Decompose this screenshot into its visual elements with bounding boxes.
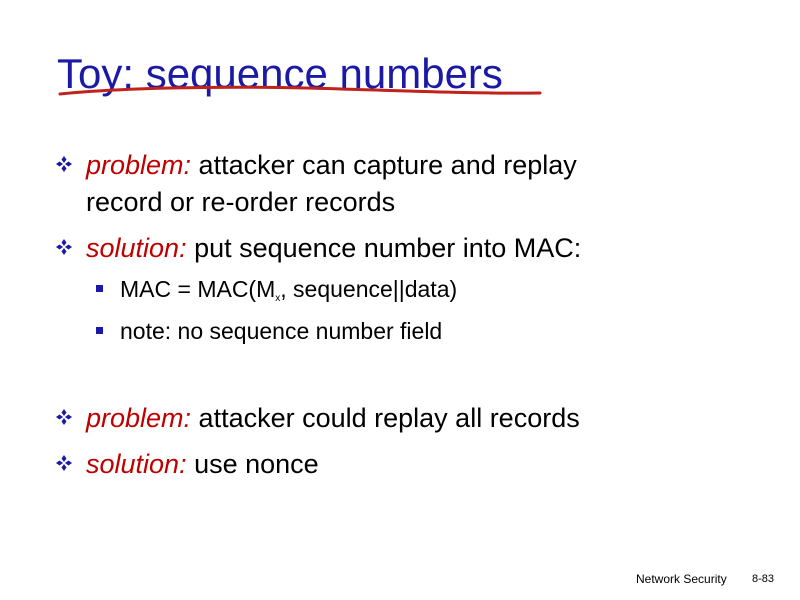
diamond-bullet-icon (56, 409, 72, 425)
bullet-keyword: problem: (86, 403, 192, 433)
footer-label: Network Security (636, 572, 727, 586)
bullet-body: attacker could replay all records (191, 403, 580, 433)
bullet-body: use nonce (186, 449, 319, 479)
sub-bullet-text (120, 274, 457, 314)
page-number: 8-83 (752, 573, 775, 585)
bullet-body: put sequence number into MAC: (186, 233, 582, 263)
formula-subscript: x (275, 293, 281, 304)
bullet-keyword: problem: (86, 150, 192, 180)
bullet-line-2: record or re-order records (86, 187, 396, 217)
slide-title: Toy: sequence numbers (57, 50, 503, 97)
formula-suffix: , sequence||data) (280, 276, 458, 302)
diamond-bullet-icon (56, 156, 72, 172)
bullet-text (86, 230, 581, 267)
bullet-keyword: solution: (86, 233, 187, 263)
bullet-keyword: solution: (86, 449, 187, 479)
formula-prefix: MAC = MAC(M (120, 276, 276, 302)
bullet-line-1: attacker can capture and replay (191, 150, 577, 180)
square-bullet-icon (96, 285, 103, 292)
sub-bullet-text: note: no sequence number field (120, 318, 443, 344)
bullet-text (86, 147, 577, 184)
diamond-bullet-icon (56, 455, 72, 471)
bullet-text (86, 446, 319, 483)
diamond-bullet-icon (56, 239, 72, 255)
bullet-text (86, 400, 580, 437)
square-bullet-icon (96, 327, 103, 334)
